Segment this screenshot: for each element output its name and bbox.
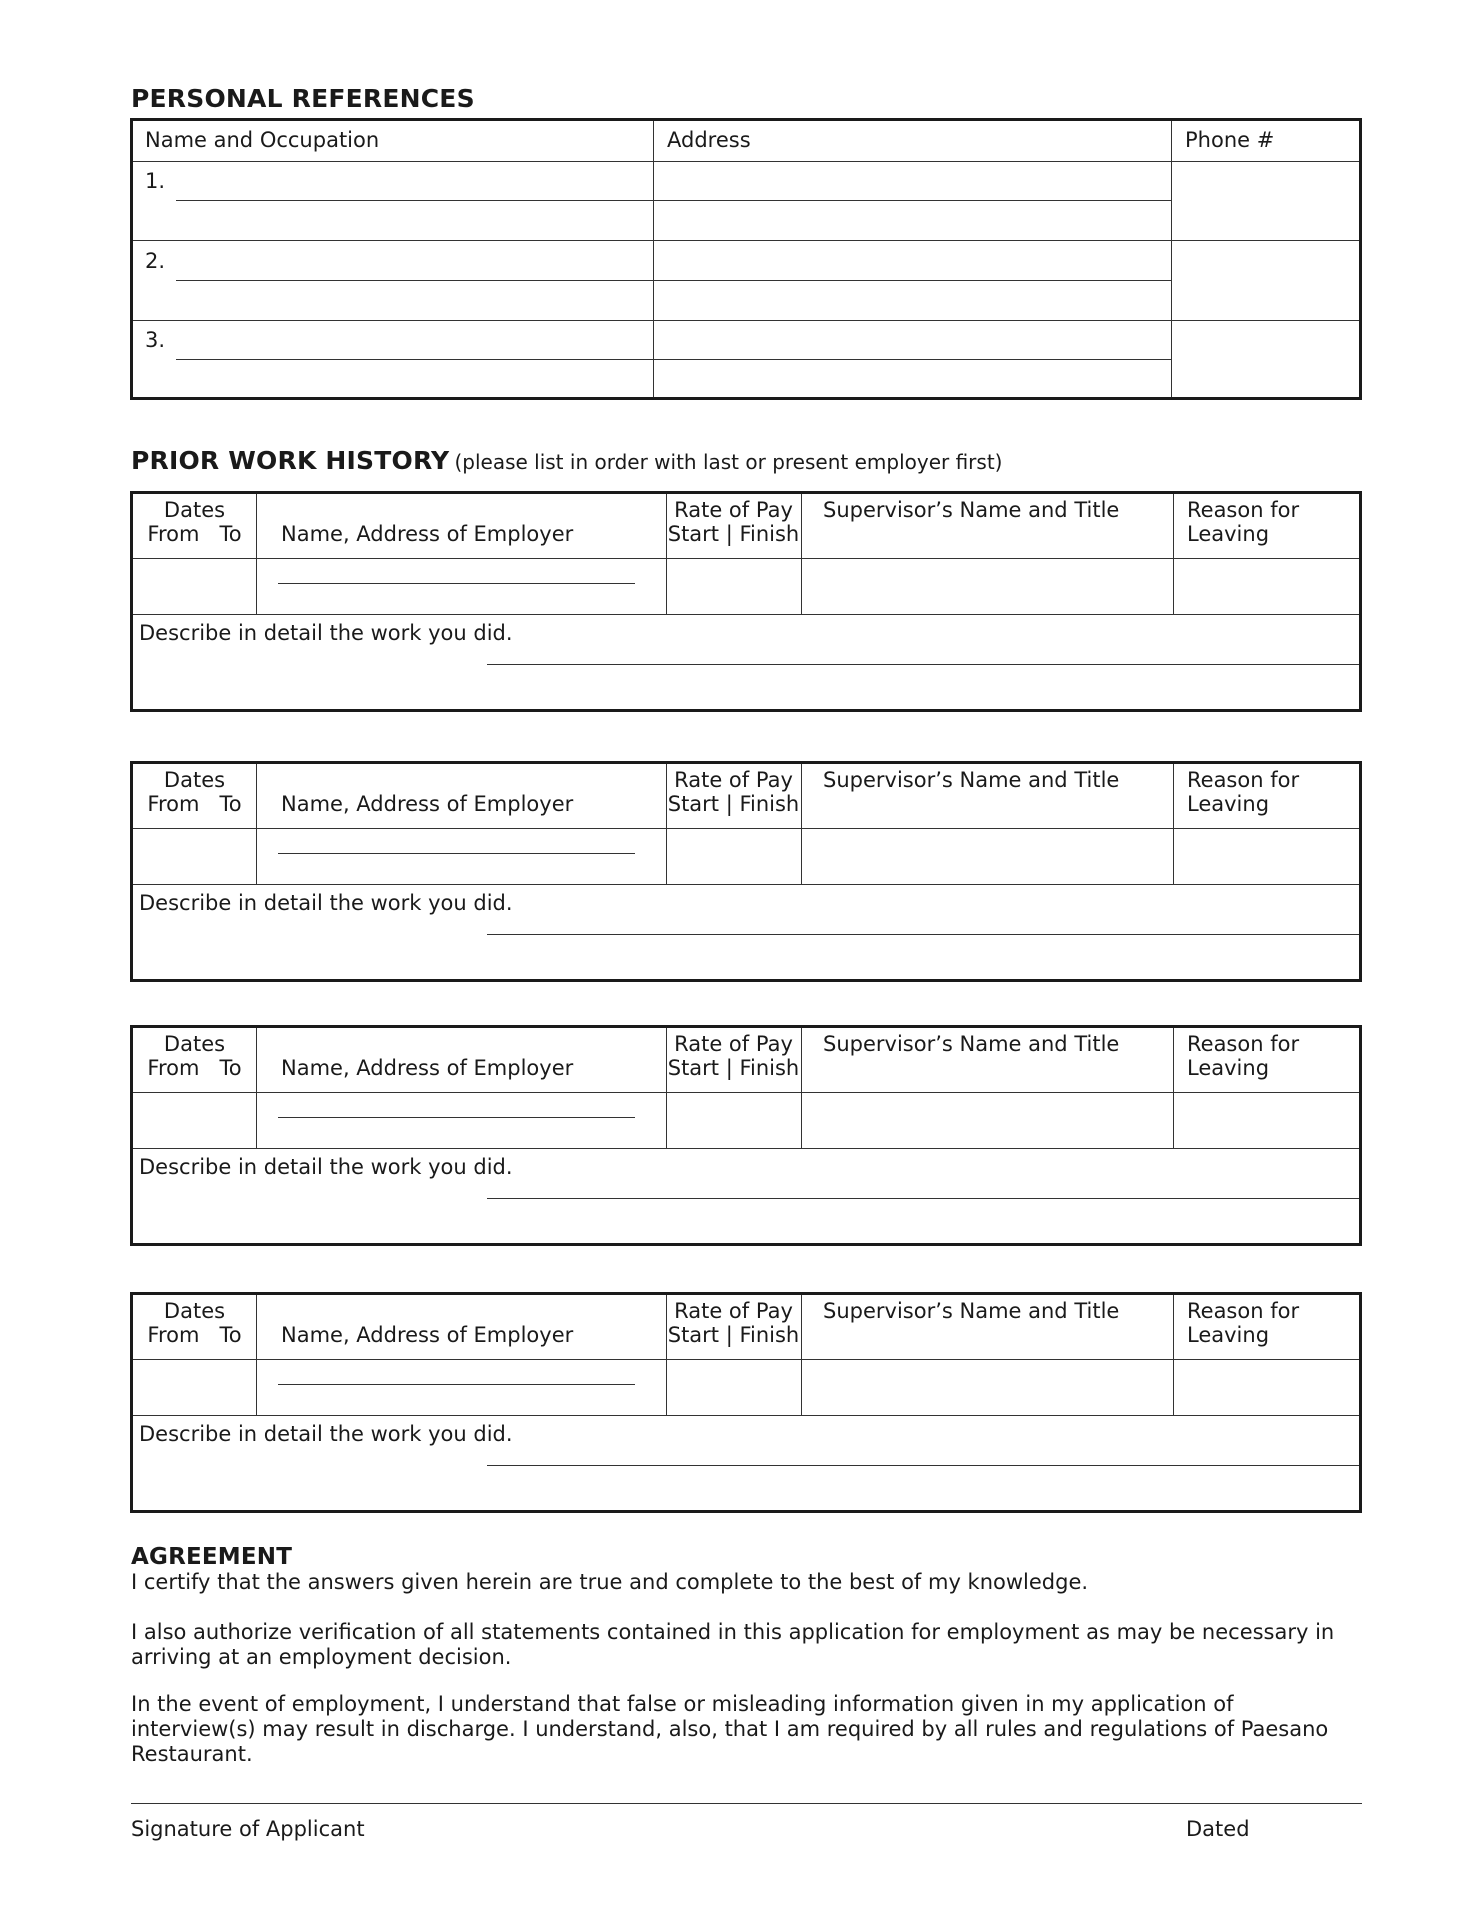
divider — [1173, 494, 1174, 614]
divider — [133, 1359, 1359, 1360]
divider — [133, 614, 1359, 615]
describe-line — [487, 934, 1359, 935]
agreement-heading: AGREEMENT — [131, 1544, 293, 1570]
references-heading: PERSONAL REFERENCES — [131, 84, 475, 113]
from-to-label: From To — [147, 1323, 242, 1347]
start-finish-label: Start | Finish — [667, 522, 800, 546]
start-finish-label: Start | Finish — [667, 1323, 800, 1347]
work-history-table — [130, 1292, 1362, 1513]
reference-number: 2. — [145, 249, 166, 273]
reason-label: Reason for — [1187, 1032, 1300, 1056]
describe-label: Describe in detail the work you did. — [139, 891, 513, 915]
agreement-paragraph: In the event of employment, I understand that false or misleading information given in my application of interview(s) may result in discharge. I understand, also, that I am required by all rules and regulations of Paesano Restaurant. — [131, 1692, 1329, 1766]
divider — [133, 828, 1359, 829]
column-header-phone: Phone # — [1185, 128, 1275, 152]
work-history-table — [130, 761, 1362, 982]
employer-line — [278, 583, 635, 584]
agreement-paragraph: I certify that the answers given herein are true and complete to the best of my knowledge. — [131, 1570, 1089, 1594]
leaving-label: Leaving — [1187, 792, 1270, 816]
divider — [133, 1092, 1359, 1093]
rate-label: Rate of Pay — [674, 1032, 793, 1056]
supervisor-label: Supervisor’s Name and Title — [823, 1032, 1120, 1056]
divider — [256, 764, 257, 884]
start-finish-label: Start | Finish — [667, 1056, 800, 1080]
work-history-table — [130, 491, 1362, 712]
divider — [133, 240, 1359, 241]
dates-label: Dates — [163, 1032, 226, 1056]
from-to-label: From To — [147, 792, 242, 816]
divider — [133, 1148, 1359, 1149]
employer-line — [278, 1117, 635, 1118]
signature-line[interactable] — [131, 1803, 1362, 1804]
describe-line — [487, 664, 1359, 665]
dates-label: Dates — [163, 498, 226, 522]
divider — [801, 1028, 802, 1148]
describe-line — [487, 1198, 1359, 1199]
work-history-heading — [131, 446, 1002, 475]
employer-line — [278, 1384, 635, 1385]
dates-label: Dates — [163, 1299, 226, 1323]
divider — [801, 494, 802, 614]
rate-label: Rate of Pay — [674, 498, 793, 522]
employer-label: Name, Address of Employer — [281, 522, 574, 546]
divider — [256, 494, 257, 614]
divider — [133, 320, 1359, 321]
dates-label: Dates — [163, 768, 226, 792]
name-line — [176, 200, 653, 201]
column-header-name: Name and Occupation — [145, 128, 380, 152]
agreement-paragraph: I also authorize verification of all statements contained in this application for employment as may be necessary in arriving at an employment decision. — [131, 1620, 1335, 1669]
supervisor-label: Supervisor’s Name and Title — [823, 1299, 1120, 1323]
leaving-label: Leaving — [1187, 1056, 1270, 1080]
work-history-note: (please list in order with last or present employer first) — [454, 450, 1003, 474]
describe-label: Describe in detail the work you did. — [139, 621, 513, 645]
reason-label: Reason for — [1187, 1299, 1300, 1323]
dated-label: Dated — [1186, 1817, 1250, 1841]
reference-number: 1. — [145, 169, 166, 193]
divider — [1173, 1028, 1174, 1148]
references-table — [130, 118, 1362, 400]
from-to-label: From To — [147, 1056, 242, 1080]
divider — [133, 161, 1359, 162]
supervisor-label: Supervisor’s Name and Title — [823, 768, 1120, 792]
divider — [133, 558, 1359, 559]
name-line — [176, 280, 653, 281]
work-history-table — [130, 1025, 1362, 1246]
employer-line — [278, 853, 635, 854]
column-header-address: Address — [667, 128, 751, 152]
divider — [1173, 1295, 1174, 1415]
divider — [1171, 121, 1172, 397]
divider — [1173, 764, 1174, 884]
divider — [653, 121, 654, 397]
employer-label: Name, Address of Employer — [281, 792, 574, 816]
address-line — [653, 280, 1171, 281]
supervisor-label: Supervisor’s Name and Title — [823, 498, 1120, 522]
from-to-label: From To — [147, 522, 242, 546]
describe-label: Describe in detail the work you did. — [139, 1422, 513, 1446]
leaving-label: Leaving — [1187, 1323, 1270, 1347]
employer-label: Name, Address of Employer — [281, 1323, 574, 1347]
rate-label: Rate of Pay — [674, 768, 793, 792]
employer-label: Name, Address of Employer — [281, 1056, 574, 1080]
divider — [133, 884, 1359, 885]
divider — [801, 1295, 802, 1415]
leaving-label: Leaving — [1187, 522, 1270, 546]
reason-label: Reason for — [1187, 498, 1300, 522]
divider — [801, 764, 802, 884]
address-line — [653, 200, 1171, 201]
divider — [256, 1295, 257, 1415]
work-history-title: PRIOR WORK HISTORY — [131, 446, 450, 475]
start-finish-label: Start | Finish — [667, 792, 800, 816]
describe-label: Describe in detail the work you did. — [139, 1155, 513, 1179]
reason-label: Reason for — [1187, 768, 1300, 792]
address-line — [653, 359, 1171, 360]
describe-line — [487, 1465, 1359, 1466]
divider — [256, 1028, 257, 1148]
divider — [133, 1415, 1359, 1416]
reference-number: 3. — [145, 328, 166, 352]
rate-label: Rate of Pay — [674, 1299, 793, 1323]
signature-label: Signature of Applicant — [131, 1817, 365, 1841]
name-line — [176, 359, 653, 360]
